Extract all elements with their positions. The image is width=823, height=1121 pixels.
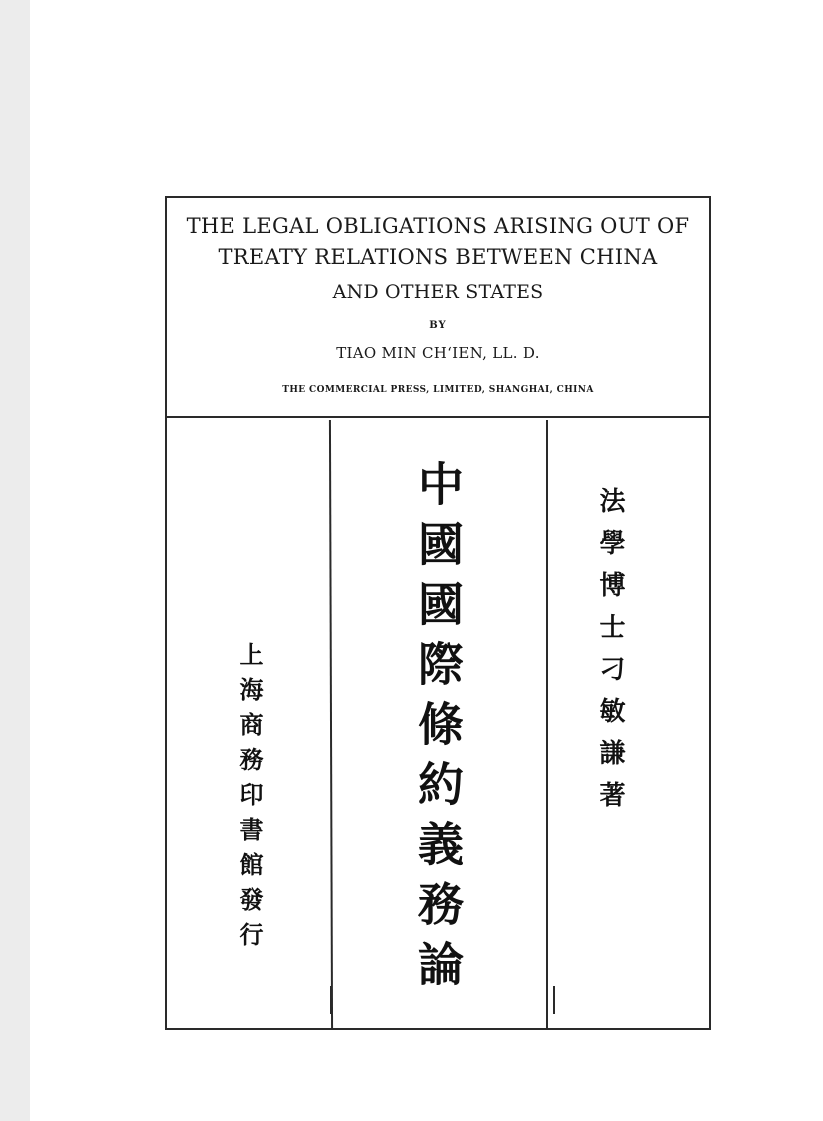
chinese-main-title: 中國國際條約義務論 [411, 460, 465, 1000]
by-label: BY [429, 320, 447, 331]
divider-tick-right [553, 986, 555, 1014]
title-page-frame [165, 196, 711, 1030]
english-title-block [167, 198, 709, 418]
column-divider-left [329, 420, 333, 1030]
chinese-author-line: 法學博士刁敏謙著 [595, 487, 625, 823]
divider-tick-left [330, 986, 332, 1014]
title-line-2: TREATY RELATIONS BETWEEN CHINA [218, 245, 658, 269]
title-line-1: THE LEGAL OBLIGATIONS ARISING OUT OF [186, 214, 690, 238]
publisher-line: THE COMMERCIAL PRESS, LIMITED, SHANGHAI, CHINA [282, 385, 594, 395]
chinese-publisher-line: 上海商務印書館發行 [235, 642, 264, 957]
title-line-3: AND OTHER STATES [332, 281, 544, 303]
viewer-left-gutter [0, 0, 30, 1121]
author-name: TIAO MIN CHʻIEN, LL. D. [336, 344, 540, 362]
column-divider-right [546, 420, 548, 1030]
